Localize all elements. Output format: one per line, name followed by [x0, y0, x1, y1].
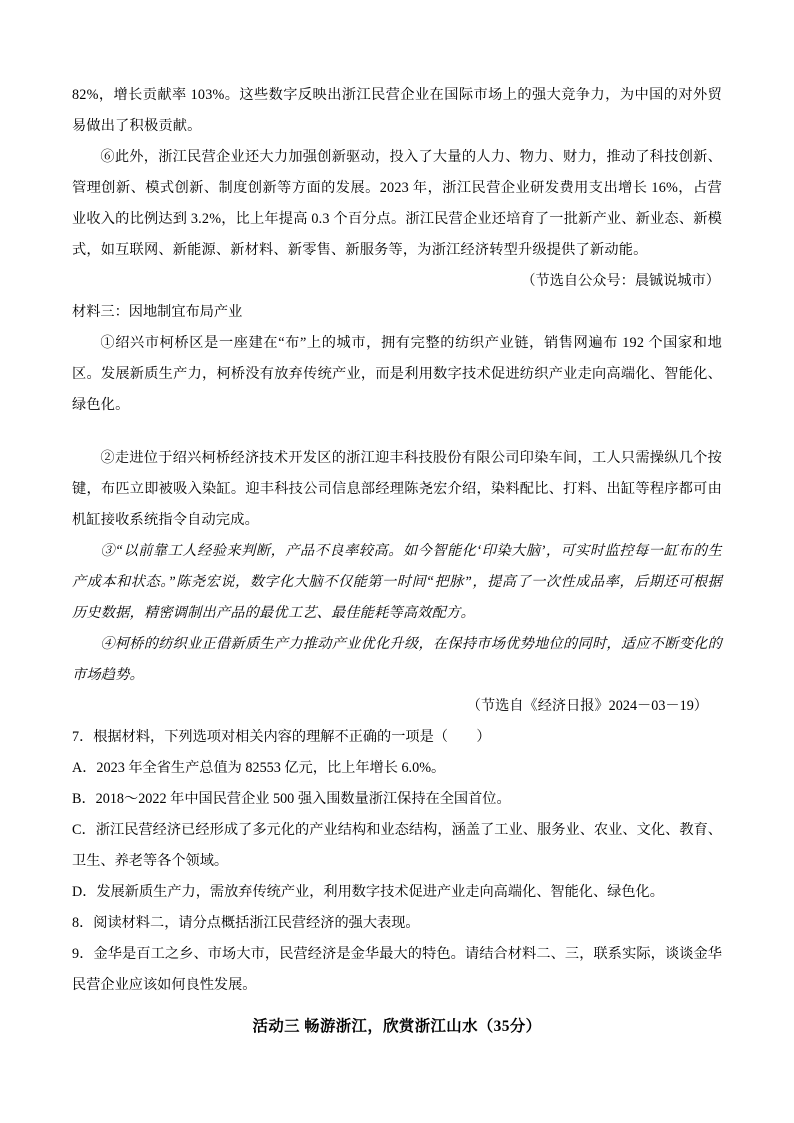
- question-7-stem: 7．根据材料，下列选项对相关内容的理解不正确的一项是（ ）: [72, 729, 491, 745]
- material-three-attribution: （节选自《经济日报》2024－03－19）: [466, 698, 708, 714]
- paragraph-gap-spacer: [72, 421, 722, 443]
- question-7-option-b[interactable]: B．2018～2022 年中国民营企业 500 强入围数量浙江保持在全国首位。: [72, 791, 511, 807]
- material-three-paragraph-two: ②走进位于绍兴柯桥经济技术开发区的浙江迎丰科技股份有限公司印染车间，工人只需操纵几个按键，布匹立即被吸入染缸。迎丰科技公司信息部经理陈尧宏介绍，染料配比、打料、出缸等程序都可由机缸接收系统指令自动完成。: [72, 450, 722, 528]
- question-8-stem: 8．阅读材料二，请分点概括浙江民营经济的强大表现。: [72, 915, 420, 931]
- material-two-attribution: （节选自公众号：晨铖说城市）: [521, 273, 720, 289]
- paragraph-six: ⑥此外，浙江民营企业还大力加强创新驱动，投入了大量的人力、物力、财力，推动了科技创新、管理创新、模式创新、制度创新等方面的发展。2023 年，浙江民营企业研发费用支出增长 16%，占营业收入的比例达到 3.2%，比上年提高 0.3 个百分点。浙江民营企业还培育了一批新产业、新业态、新模式，如互联网、新能源、新材料、新零售、新服务等，为浙江经济转型升级提供了新动能。: [72, 149, 722, 258]
- activity-three-heading: 活动三 畅游浙江，欣赏浙江山水（35分）: [252, 1018, 542, 1035]
- page-content: [72, 80, 722, 1042]
- question-9-stem: 9．金华是百工之乡、市场大市，民营经济是金华最大的特色。请结合材料二、三，联系实际，谈谈金华民营企业应该如何良性发展。: [72, 946, 722, 993]
- activity-gap-spacer: [72, 1001, 722, 1011]
- question-7-option-c[interactable]: C．浙江民营经济已经形成了多元化的产业结构和业态结构，涵盖了工业、服务业、农业、文化、教育、卫生、养老等各个领域。: [72, 822, 722, 869]
- question-7-option-a[interactable]: A．2023 年全省生产总值为 82553 亿元，比上年增长 6.0%。: [72, 760, 446, 776]
- material-three-paragraph-one: ①绍兴市柯桥区是一座建在“布”上的城市，拥有完整的纺织产业链，销售网遍布 192 个国家和地区。发展新质生产力，柯桥没有放弃传统产业，而是利用数字技术促进纺织产业走向高端化、智能化、绿色化。: [72, 335, 722, 413]
- question-7-option-d[interactable]: D．发展新质生产力，需放弃传统产业，利用数字技术促进产业走向高端化、智能化、绿色化。: [72, 884, 664, 900]
- material-three-paragraph-three: ③“以前靠工人经验来判断，产品不良率较高。如今智能化‘印染大脑’，可实时监控每一缸布的生产成本和状态。”陈尧宏说，数字化大脑不仅能第一时间“把脉”，提高了一次性成品率，后期还可根据历史数据，精密调制出产品的最优工艺、最佳能耗等高效配方。: [72, 543, 722, 621]
- material-three-paragraph-four: ④柯桥的纺织业正借新质生产力推动产业优化升级，在保持市场优势地位的同时，适应不断变化的市场趋势。: [72, 636, 722, 683]
- paragraph-five-continuation: 82%，增长贡献率 103%。这些数字反映出浙江民营企业在国际市场上的强大竞争力，为中国的对外贸易做出了积极贡献。: [72, 87, 722, 134]
- material-three-heading: 材料三：因地制宜布局产业: [72, 304, 243, 320]
